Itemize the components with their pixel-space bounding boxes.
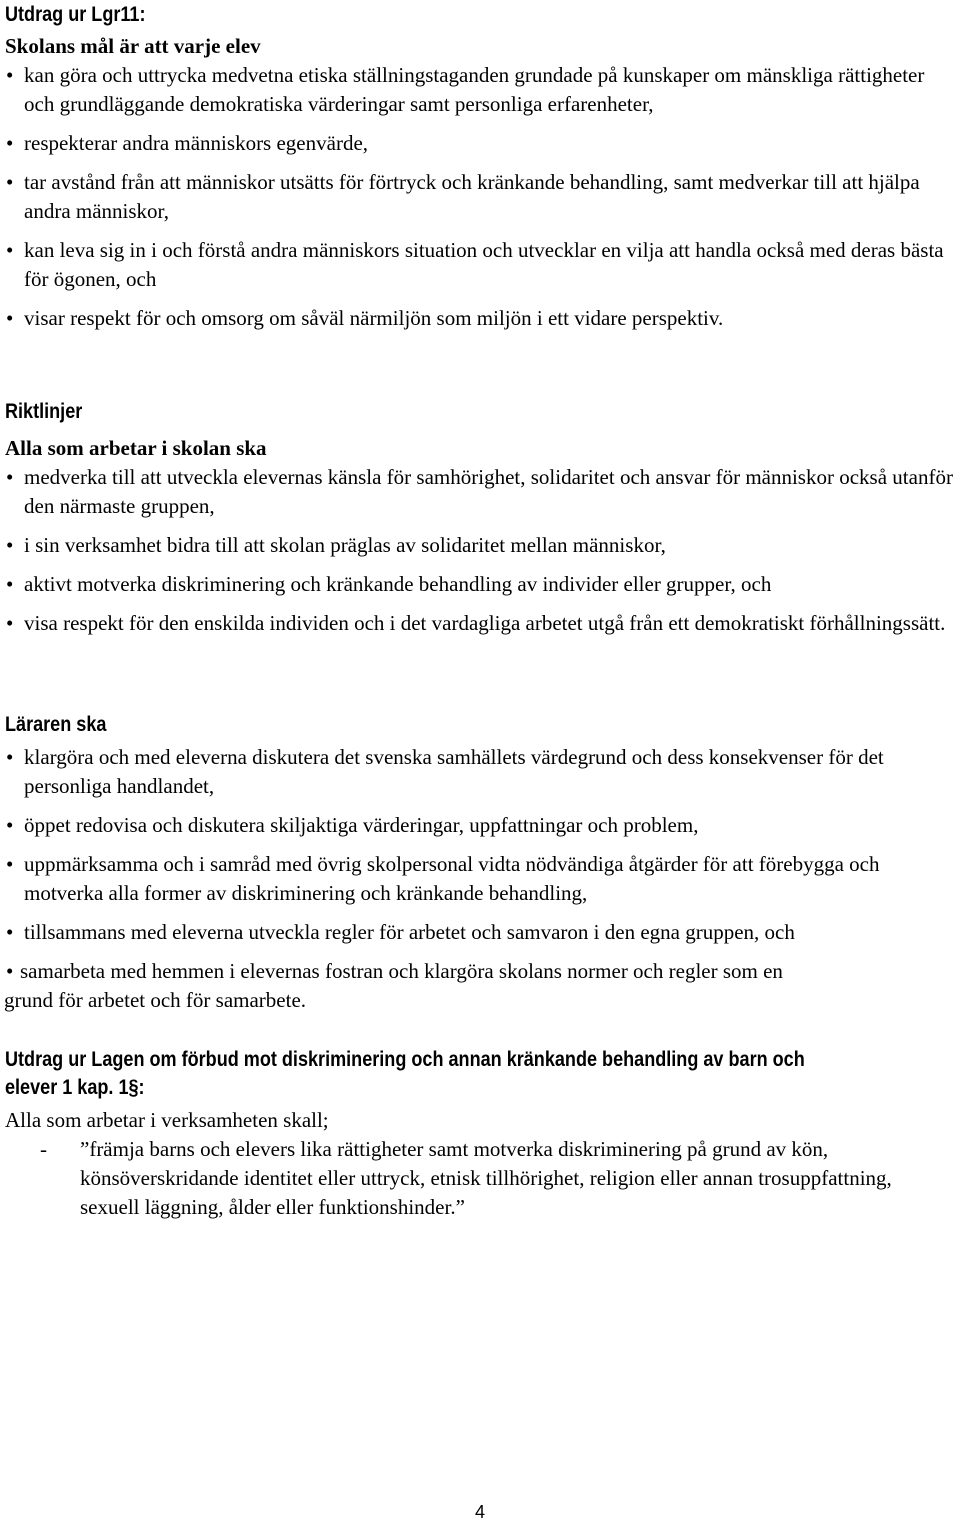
bullet-icon: • bbox=[6, 920, 14, 944]
teacher-list bbox=[0, 743, 960, 1015]
bullet-icon: • bbox=[6, 131, 14, 155]
section-lgr11 bbox=[0, 0, 960, 343]
bullet-icon: • bbox=[6, 852, 14, 876]
page-number: 4 bbox=[474, 1502, 485, 1522]
list-item: • öppet redovisa och diskutera skiljaktiga värderingar, uppfattningar och problem, bbox=[0, 811, 960, 840]
section-heading-continued: elever 1 kap. 1§: bbox=[5, 1076, 145, 1099]
list-item: • kan leva sig in i och förstå andra människors situation och utvecklar en vilja att handla också med deras bästa för ögonen, och bbox=[6, 238, 944, 291]
list-item: • samarbeta med hemmen i elevernas fostran och klargöra skolans normer och regler som en grund för arbetet och för samarbete. bbox=[4, 959, 783, 1012]
section-subheading: Alla som arbetar i skolan ska bbox=[5, 436, 267, 460]
list-item: • tillsammans med eleverna utveckla regler för arbetet och samvaron i den egna gruppen, och bbox=[0, 918, 960, 947]
dash-marker: - bbox=[40, 1137, 47, 1161]
bullet-icon: • bbox=[6, 813, 14, 837]
list-item: • aktivt motverka diskriminering och kränkande behandling av individer eller grupper, och bbox=[0, 570, 960, 599]
list-item: • uppmärksamma och i samråd med övrig skolpersonal vidta nödvändiga åtgärder för att förebygga och motverka alla former av diskriminering och kränkande behandling, bbox=[6, 852, 880, 905]
section-diskrimineringslag bbox=[0, 1046, 960, 1222]
section-heading: Utdrag ur Lgr11: bbox=[5, 3, 146, 26]
section-heading: Utdrag ur Lagen om förbud mot diskriminering och annan kränkande behandling av barn och bbox=[5, 1048, 805, 1071]
section-subheading: Skolans mål är att varje elev bbox=[5, 34, 261, 58]
bullet-icon: • bbox=[6, 465, 14, 489]
bullet-icon: • bbox=[6, 611, 14, 635]
bullet-icon: • bbox=[6, 170, 14, 194]
section-heading: Läraren ska bbox=[5, 713, 107, 736]
bullet-icon: • bbox=[6, 238, 14, 262]
section-lararen bbox=[0, 711, 960, 1025]
list-item: • tar avstånd från att människor utsätts för förtryck och kränkande behandling, samt medverkar till att hjälpa andra människor, bbox=[6, 170, 920, 223]
list-item: • visar respekt för och omsorg om såväl närmiljön som miljön i ett vidare perspektiv. bbox=[0, 304, 960, 333]
bullet-icon: • bbox=[6, 63, 14, 87]
list-item: • respekterar andra människors egenvärde, bbox=[0, 129, 960, 158]
intro-text: Alla som arbetar i verksamheten skall; bbox=[5, 1108, 329, 1132]
list-item: • visa respekt för den enskilda individen och i det vardagliga arbetet utgå från ett demokratiskt förhållningssätt. bbox=[0, 609, 960, 638]
list-item: • i sin verksamhet bidra till att skolan präglas av solidaritet mellan människor, bbox=[0, 531, 960, 560]
section-riktlinjer bbox=[0, 398, 960, 648]
list-item: • kan göra och uttrycka medvetna etiska ställningstaganden grundade på kunskaper om mänskliga rättigheter och grundläggande demokratiska värderingar samt personliga erfarenheter, bbox=[6, 63, 925, 116]
bullet-icon: • bbox=[6, 572, 14, 596]
list-item: • medverka till att utveckla elevernas känsla för samhörighet, solidaritet och ansvar för människor också utanför den närmaste gruppen, bbox=[6, 465, 953, 518]
bullet-icon: • bbox=[6, 533, 14, 557]
bullet-icon: • bbox=[6, 959, 14, 983]
quote-item bbox=[0, 1135, 960, 1222]
section-heading: Riktlinjer bbox=[5, 400, 83, 423]
goal-list bbox=[0, 61, 960, 333]
guideline-list bbox=[0, 463, 960, 638]
bullet-icon: • bbox=[6, 306, 14, 330]
quote-text: ”främja barns och elevers lika rättigheter samt motverka diskriminering på grund av kön, könsöverskridande identitet eller uttryck, etnisk tillhörighet, religion eller annan trosuppfattning, sexuell läggning, ålder eller funktionshinder.” bbox=[80, 1137, 892, 1219]
list-item: • klargöra och med eleverna diskutera det svenska samhällets värdegrund och dess konsekvenser för det personliga handlandet, bbox=[6, 745, 884, 798]
bullet-icon: • bbox=[6, 745, 14, 769]
